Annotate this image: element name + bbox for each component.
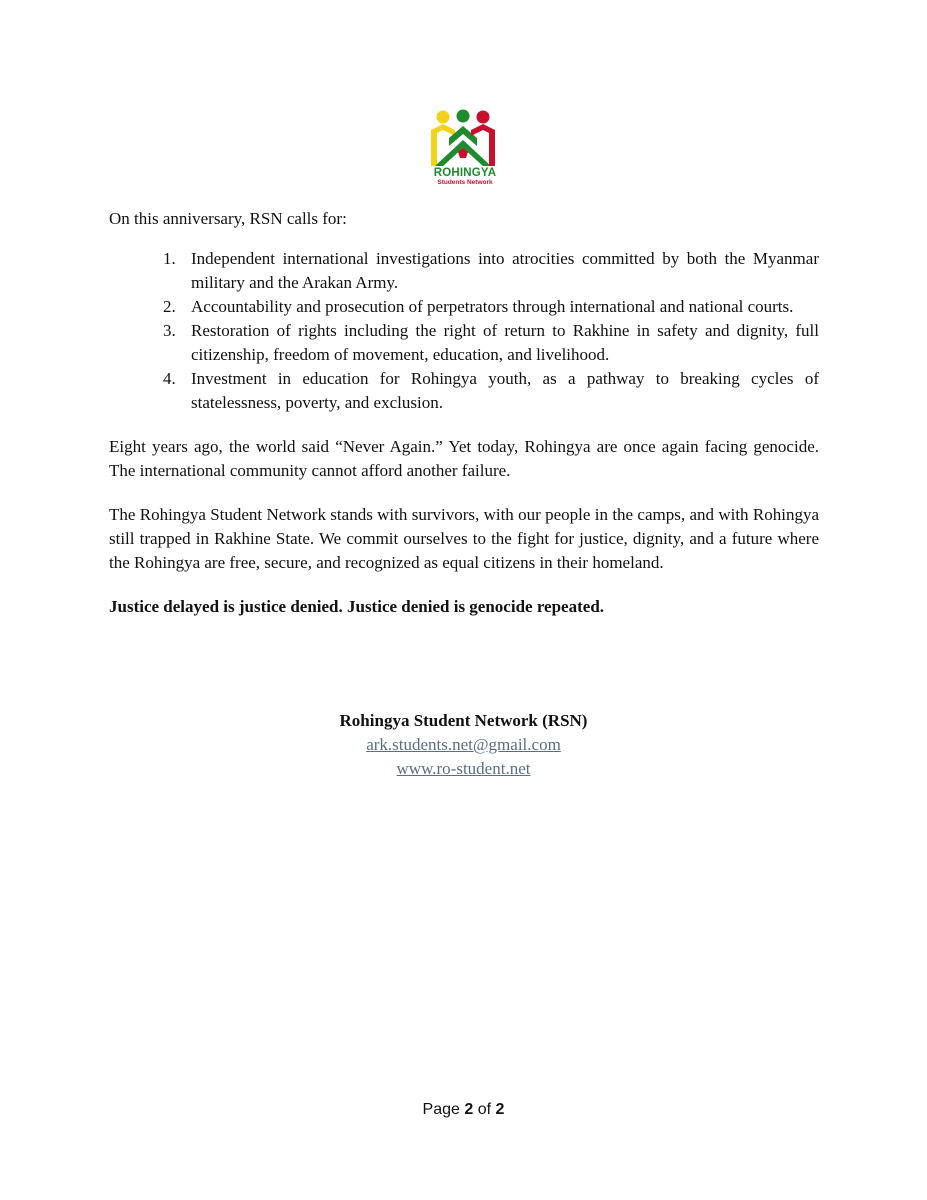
total-pages-number: 2 <box>495 1101 505 1118</box>
page-word: Page <box>422 1101 460 1118</box>
list-number: 1. <box>163 249 176 268</box>
list-text: Independent international investigations into atrocities committed by both the Myanmar military and the Arakan Army. <box>191 249 819 292</box>
list-number: 4. <box>163 369 176 388</box>
list-item <box>109 295 819 319</box>
rsn-logo-icon <box>427 108 503 168</box>
document-body <box>109 207 819 619</box>
list-number: 2. <box>163 297 176 316</box>
list-text: Investment in education for Rohingya youth, as a pathway to breaking cycles of statelessness, poverty, and exclusion. <box>191 369 819 412</box>
list-text: Restoration of rights including the right of return to Rakhine in safety and dignity, full citizenship, freedom of movement, education, and livelihood. <box>191 321 819 364</box>
closing-statement: Justice delayed is justice denied. Justice denied is genocide repeated. <box>109 597 605 616</box>
of-word: of <box>477 1101 492 1118</box>
logo-name: ROHINGYA <box>433 167 497 179</box>
list-item <box>109 247 819 295</box>
list-number: 3. <box>163 321 176 340</box>
email-link[interactable]: ark.students.net@gmail.com <box>366 735 561 754</box>
intro-text: On this anniversary, RSN calls for: <box>109 209 347 228</box>
current-page-number: 2 <box>464 1101 474 1118</box>
page-footer <box>0 1101 927 1119</box>
paragraph-commitment: The Rohingya Student Network stands with survivors, with our people in the camps, and with Rohingya still trapped in Rakhine State. We commit ourselves to the fight for justice, dignity, and a future where the Rohingya are free, secure, and recognized as equal citizens in their homeland. <box>109 505 819 572</box>
paragraph-never-again: Eight years ago, the world said “Never Again.” Yet today, Rohingya are once again facing genocide. The international community cannot afford another failure. <box>109 437 819 480</box>
organization-name: Rohingya Student Network (RSN) <box>339 711 588 730</box>
logo-subtitle: Students Network <box>437 179 493 186</box>
signature-block <box>0 709 927 781</box>
rsn-logo <box>427 108 503 188</box>
demands-list <box>109 247 819 415</box>
website-link[interactable]: www.ro-student.net <box>396 759 531 778</box>
list-item <box>109 319 819 367</box>
list-text: Accountability and prosecution of perpetrators through international and national courts. <box>191 297 794 316</box>
list-item <box>109 367 819 415</box>
